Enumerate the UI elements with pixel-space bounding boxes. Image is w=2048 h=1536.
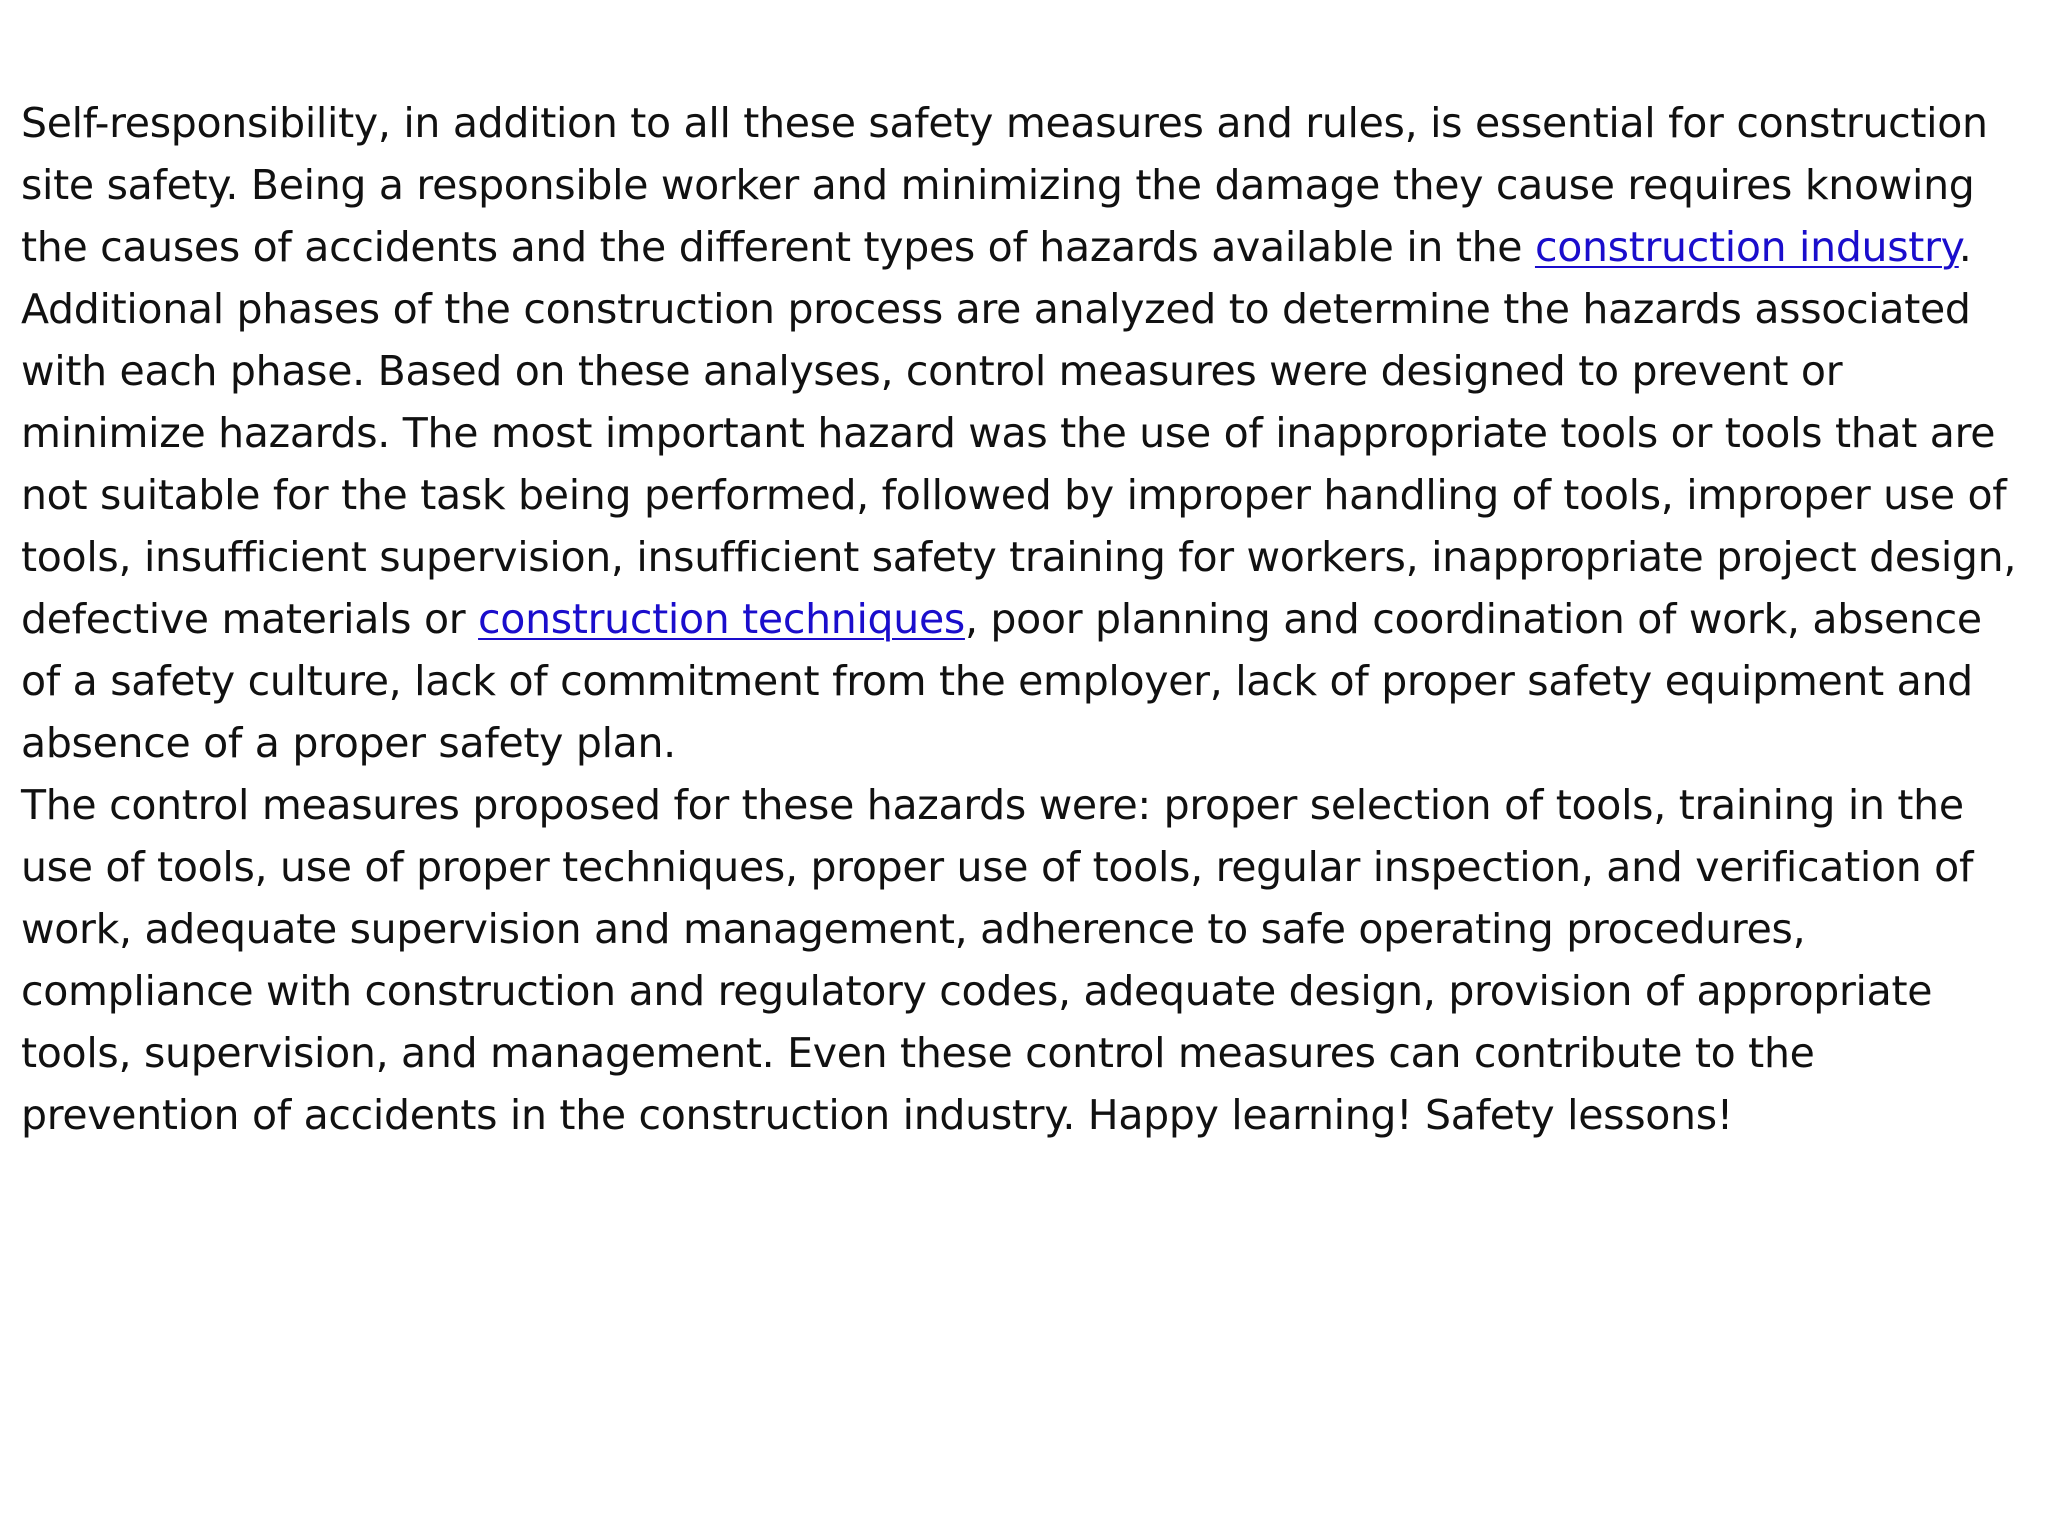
paragraph-control-measures: The control measures proposed for these hazards were: proper selection of tools, training in the use of tools, use of proper techniques, proper use of tools, regular inspection, and verification of work, adequate supervision and management, adherence to safe operating procedures, compliance with construction and regulatory codes, adequate design, provision of appropriate tools, supervision, and management. Even these control measures can contribute to the prevention of accidents in the construction industry. Happy learning! Safety lessons! bbox=[21, 781, 1974, 1139]
body-text bbox=[21, 92, 2031, 1146]
construction-industry-link[interactable]: construction industry bbox=[1534, 223, 1959, 271]
paragraph-2-text-before: Additional phases of the construction process are analyzed to determine the hazards associated with each phase. Based on these analyses, control measures were designed to prevent or minimize hazards. The most important hazard was the use of inappropriate tools or tools that are not suitable for the task being performed, followed by improper handling of tools, improper use of tools, insufficient supervision, insufficient safety training for workers, inappropriate project design, defective materials or bbox=[21, 285, 2017, 643]
paragraph-1-text-before: Self-responsibility, in addition to all these safety measures and rules, is essential for construction site safety. Being a responsible worker and minimizing the damage they cause requires knowing the causes of accidents and the different types of hazards available in the bbox=[21, 99, 1988, 271]
paragraph-2-text-after: , poor planning and coordination of work, absence of a safety culture, lack of commitment from the employer, lack of proper safety equipment and absence of a proper safety plan. bbox=[21, 595, 1982, 767]
paragraph-1-text-after: . bbox=[1958, 223, 1972, 271]
construction-techniques-link[interactable]: construction techniques bbox=[478, 595, 965, 643]
paragraph-hazards bbox=[21, 278, 2031, 774]
paragraph-self-responsibility bbox=[21, 92, 2031, 278]
